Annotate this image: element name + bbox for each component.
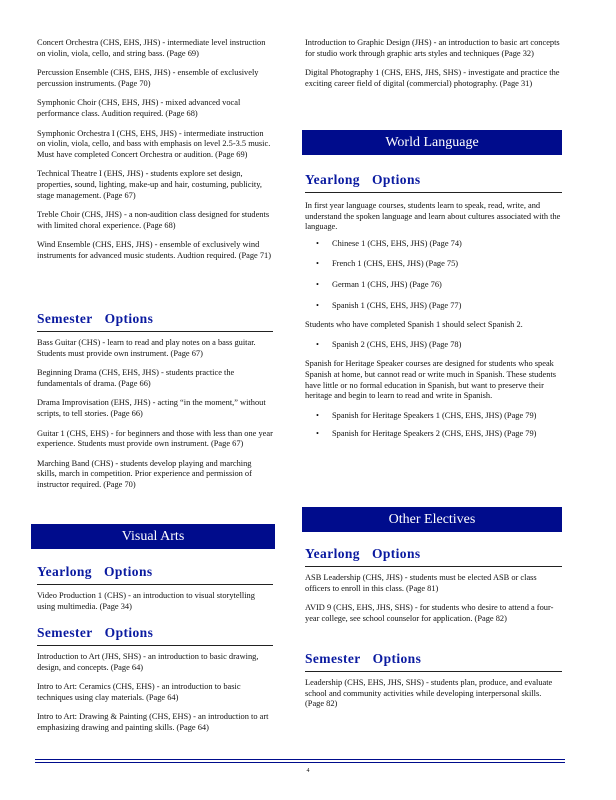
section-heading: Semester Options [37,625,273,646]
other-electives-yearlong [305,546,562,624]
course-entry: Percussion Ensemble (CHS, EHS, JHS) - ensemble of exclusively percussion instruments. (Page 70) [37,68,259,88]
language-list [305,411,562,440]
course-entry: Wind Ensemble (CHS, EHS, JHS) - ensemble of exclusively wind instruments for advanced music students. Audtion required. (Page 71) [37,240,271,260]
other-electives-semester [305,651,562,710]
list-item: • Spanish for Heritage Speakers 2 (CHS, EHS, JHS) (Page 79) [316,429,537,439]
course-entry: Technical Theatre I (EHS, JHS) - students explore set design, properties, sound, lighting, make-up and hair, costuming, publicity, stage management. (Page 67) [37,169,262,200]
course-entry: Introduction to Art (JHS, SHS) - an introduction to basic drawing, design, and concepts. (Page 64) [37,652,259,672]
section-heading: Yearlong Options [305,546,562,567]
course-entry: Bass Guitar (CHS) - learn to read and play notes on a bass guitar. Students must provide own instrument. (Page 67) [37,338,256,358]
intro-paragraph: In first year language courses, students learn to speak, read, write, and understand the spoken language and learn about cultures associated with the language. [305,201,561,232]
list-item: • Spanish 1 (CHS, EHS, JHS) (Page 77) [316,300,462,310]
language-list [305,239,562,311]
course-entry: Intro to Art: Ceramics (CHS, EHS) - an introduction to basic techniques using clay materials. (Page 64) [37,682,241,702]
section-heading: Semester Options [305,651,562,672]
course-entry: ASB Leadership (CHS, JHS) - students must be elected ASB or class officers to enroll in this class. (Page 81) [305,573,537,593]
page-number: 4 [306,768,310,774]
course-entry: Treble Choir (CHS, JHS) - a non-audition class designed for students with limited choral experience. (Page 68) [37,210,270,230]
visual-arts-semester [37,625,273,734]
course-entry: Beginning Drama (CHS, EHS, JHS) - students practice the fundamentals of drama. (Page 66) [37,368,235,388]
section-heading: Semester Options [37,311,273,332]
course-entry: Introduction to Graphic Design (JHS) - an introduction to basic art concepts for studio work through graphic arts styles and techniques (Page 32) [305,38,560,58]
visual-arts-yearlong [37,564,273,612]
note-paragraph: Students who have completed Spanish 1 should select Spanish 2. [305,320,523,330]
course-entry: AVID 9 (CHS, EHS, JHS, SHS) - for students who desire to attend a four-year college, see school counselor for application. (Page 82) [305,603,554,623]
footer-rule [35,759,565,765]
course-entry: Concert Orchestra (CHS, EHS, JHS) - intermediate level instruction on violin, viola, cello, and string bass. (Page 69) [37,38,266,58]
visual-arts-banner: Visual Arts [31,524,275,549]
course-entry: Marching Band (CHS) - students develop playing and marching skills, march in competition. Prior experience and permission of instructor required. (Page 70) [37,458,252,489]
list-item: • Chinese 1 (CHS, EHS, JHS) (Page 74) [316,238,462,248]
course-entry: Symphonic Orchestra I (CHS, EHS, JHS) - intermediate instruction on violin, viola, cello, and bass with emphasis on level 2.5-3.5 music. Must have completed Concert Orchestra or audition. (Page 69) [37,128,271,159]
world-language-banner: World Language [302,130,562,155]
course-entry: Intro to Art: Drawing & Painting (CHS, EHS) - an introduction to art emphasizing drawing and painting skills. (Page 64) [37,712,269,732]
course-entry: Drama Improvisation (EHS, JHS) - acting “in the moment,” without scripts, to tell stories. (Page 66) [37,398,266,418]
world-language-section [305,172,562,440]
list-item: • Spanish for Heritage Speakers 1 (CHS, EHS, JHS) (Page 79) [316,410,537,420]
list-item: • French 1 (CHS, EHS, JHS) (Page 75) [316,259,459,269]
course-entry: Leadership (CHS, EHS, JHS, SHS) - students plan, produce, and evaluate school and community activities while developing interpersonal skills. (Page 82) [305,678,553,709]
course-entry: Video Production 1 (CHS) - an introduction to visual storytelling using multimedia. (Page 34) [37,591,255,611]
course-entry: Digital Photography 1 (CHS, EHS, JHS, SHS) - investigate and practice the exciting career field of digital (commercial) photography. (Page 31) [305,68,560,88]
language-list [305,340,562,351]
footer-line [35,759,565,760]
performing-arts-list [37,38,273,262]
list-item: • Spanish 2 (CHS, EHS, JHS) (Page 78) [316,339,462,349]
footer-line [35,762,565,763]
semester-section [37,311,273,491]
section-heading: Yearlong Options [37,564,273,585]
list-item: • German 1 (CHS, JHS) (Page 76) [316,279,442,289]
visual-arts-continued [305,38,562,89]
section-heading: Yearlong Options [305,172,562,193]
other-electives-banner: Other Electives [302,507,562,532]
course-entry: Guitar 1 (CHS, EHS) - for beginners and those with less than one year experience. Students must provide own instrument. (Page 67) [37,428,273,449]
heritage-paragraph: Spanish for Heritage Speaker courses are designed for students who speak Spanish at home, but cannot read or write much in Spanish. These students have little or no formal education in Spanish, but want to preserve their heritage and begin to learn to read and write in Spanish. [305,359,557,401]
course-entry: Symphonic Choir (CHS, EHS, JHS) - mixed advanced vocal performance class. Audition required. (Page 68) [37,98,241,118]
